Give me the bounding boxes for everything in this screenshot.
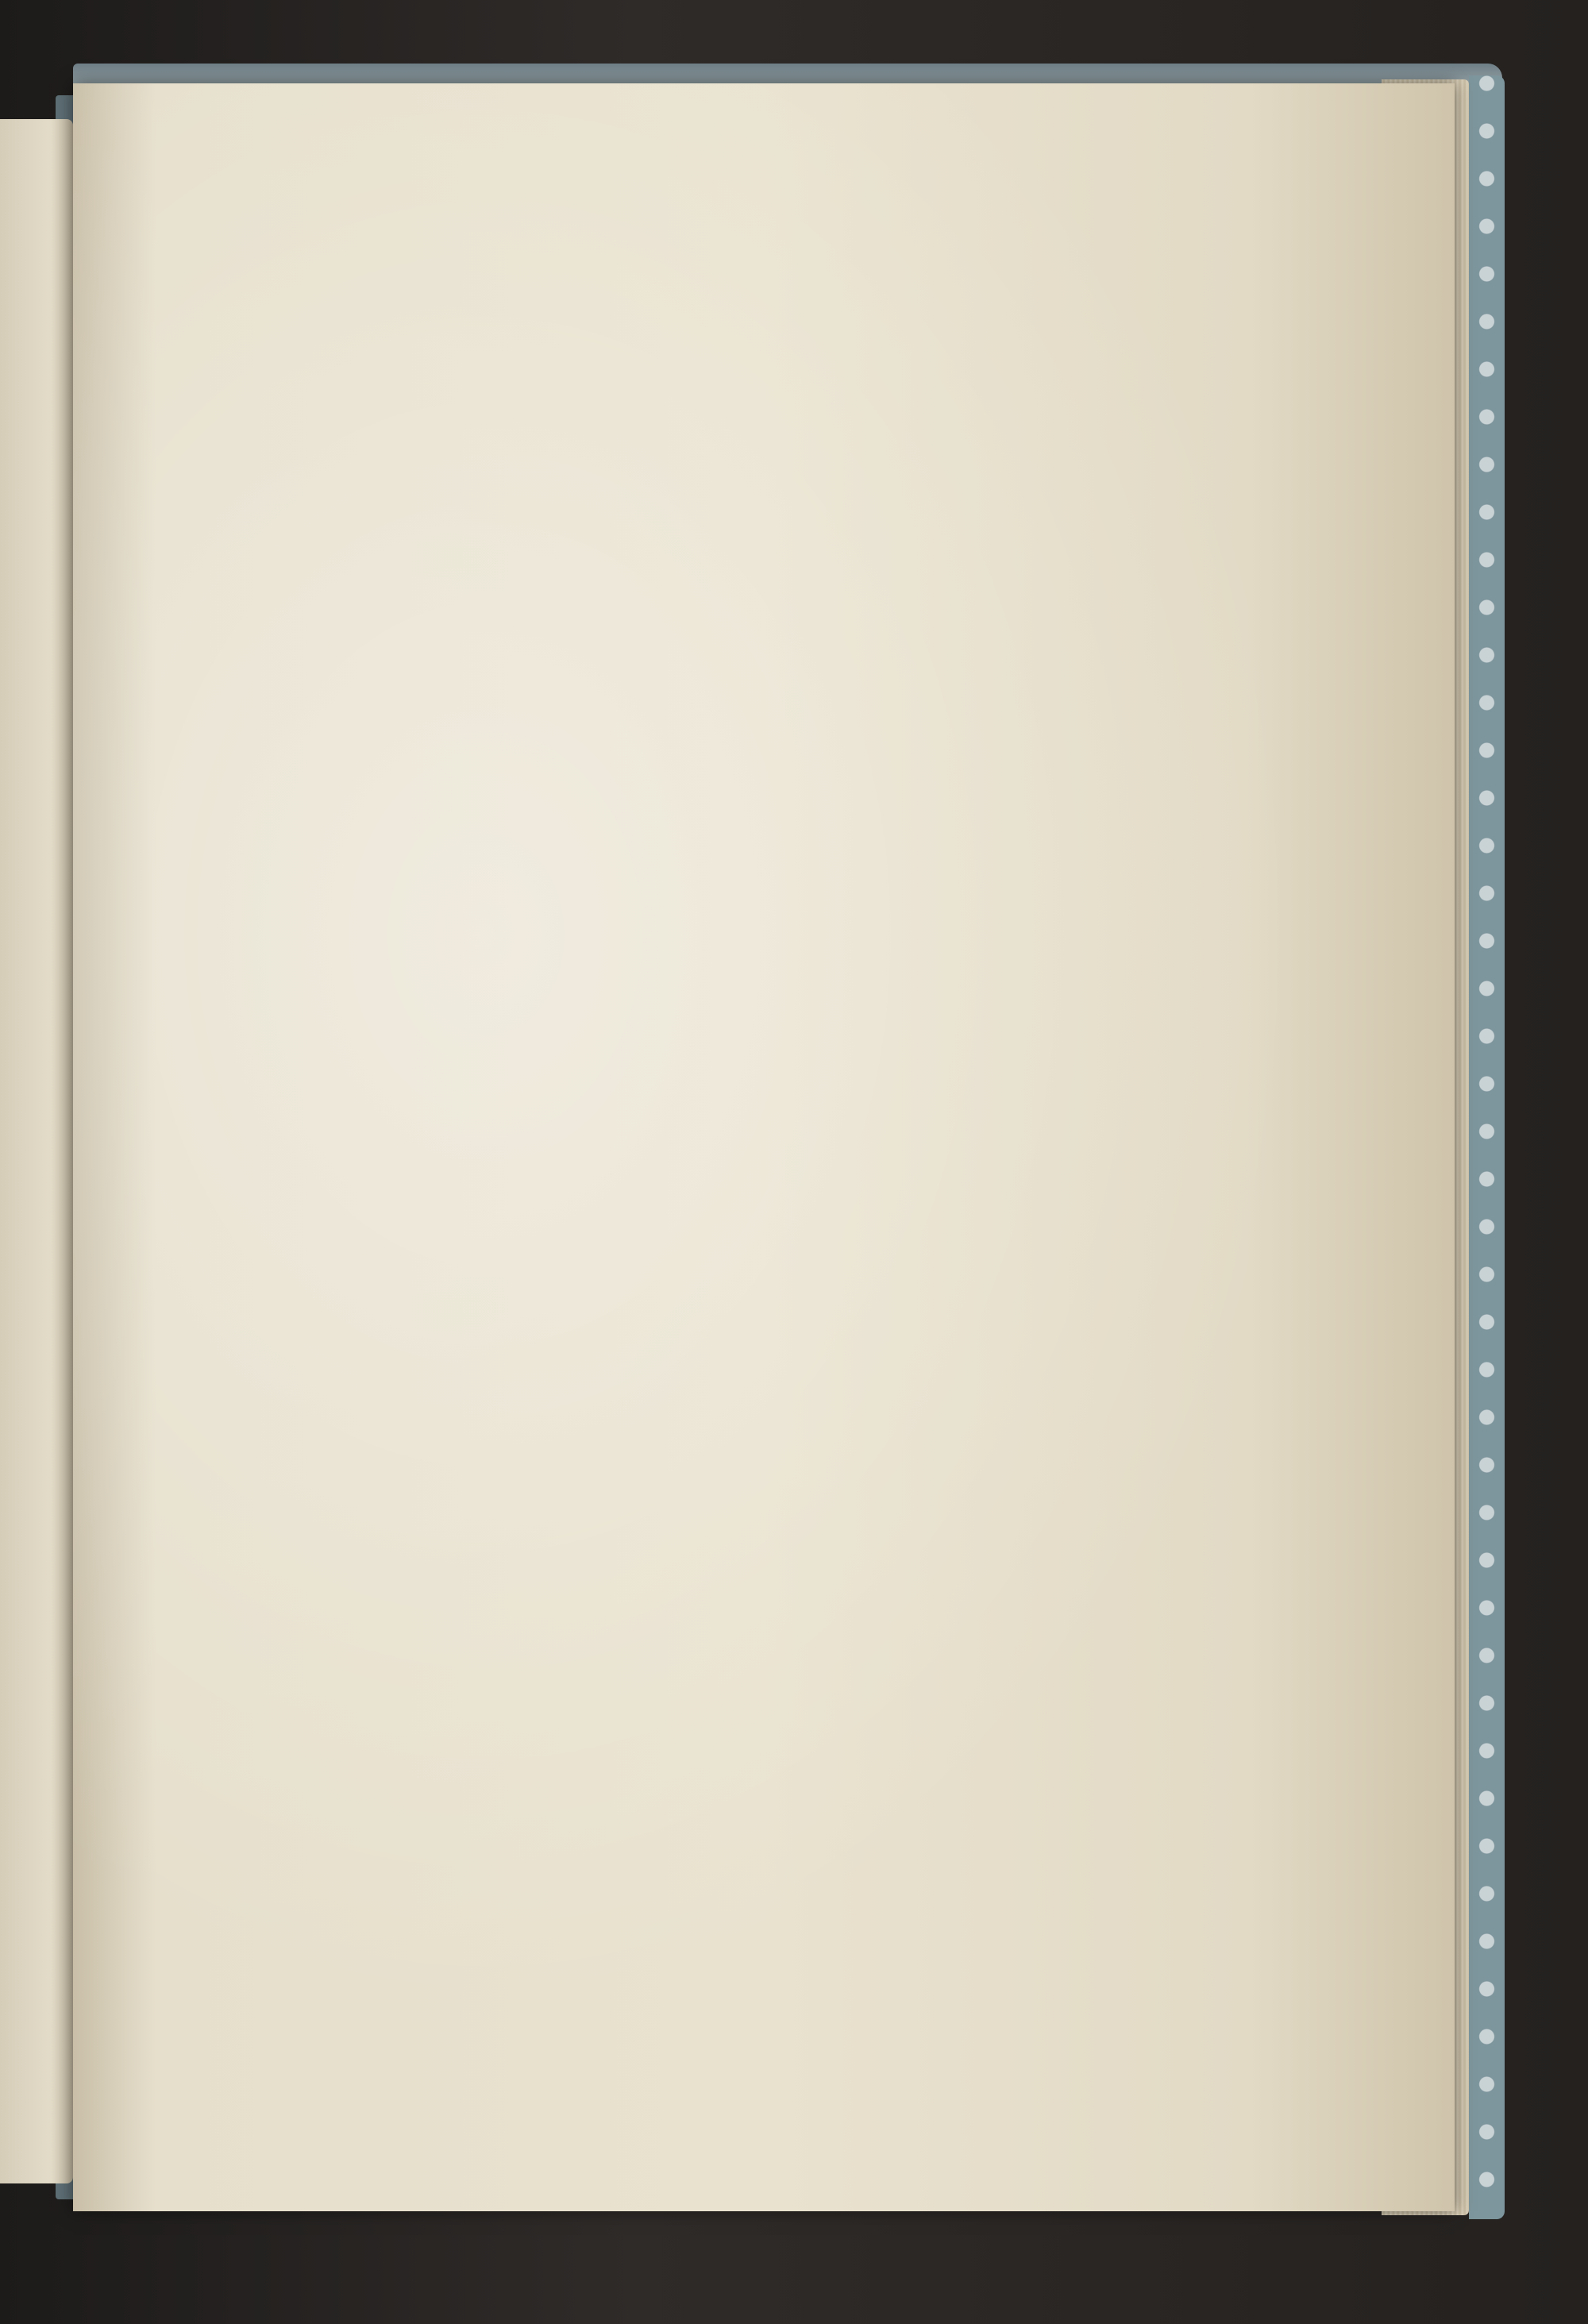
page-text (159, 191, 1096, 252)
book-page (73, 83, 1455, 2211)
book-spine (1469, 75, 1505, 2219)
previous-page-edge (0, 119, 73, 2183)
page-footer (159, 197, 1096, 252)
